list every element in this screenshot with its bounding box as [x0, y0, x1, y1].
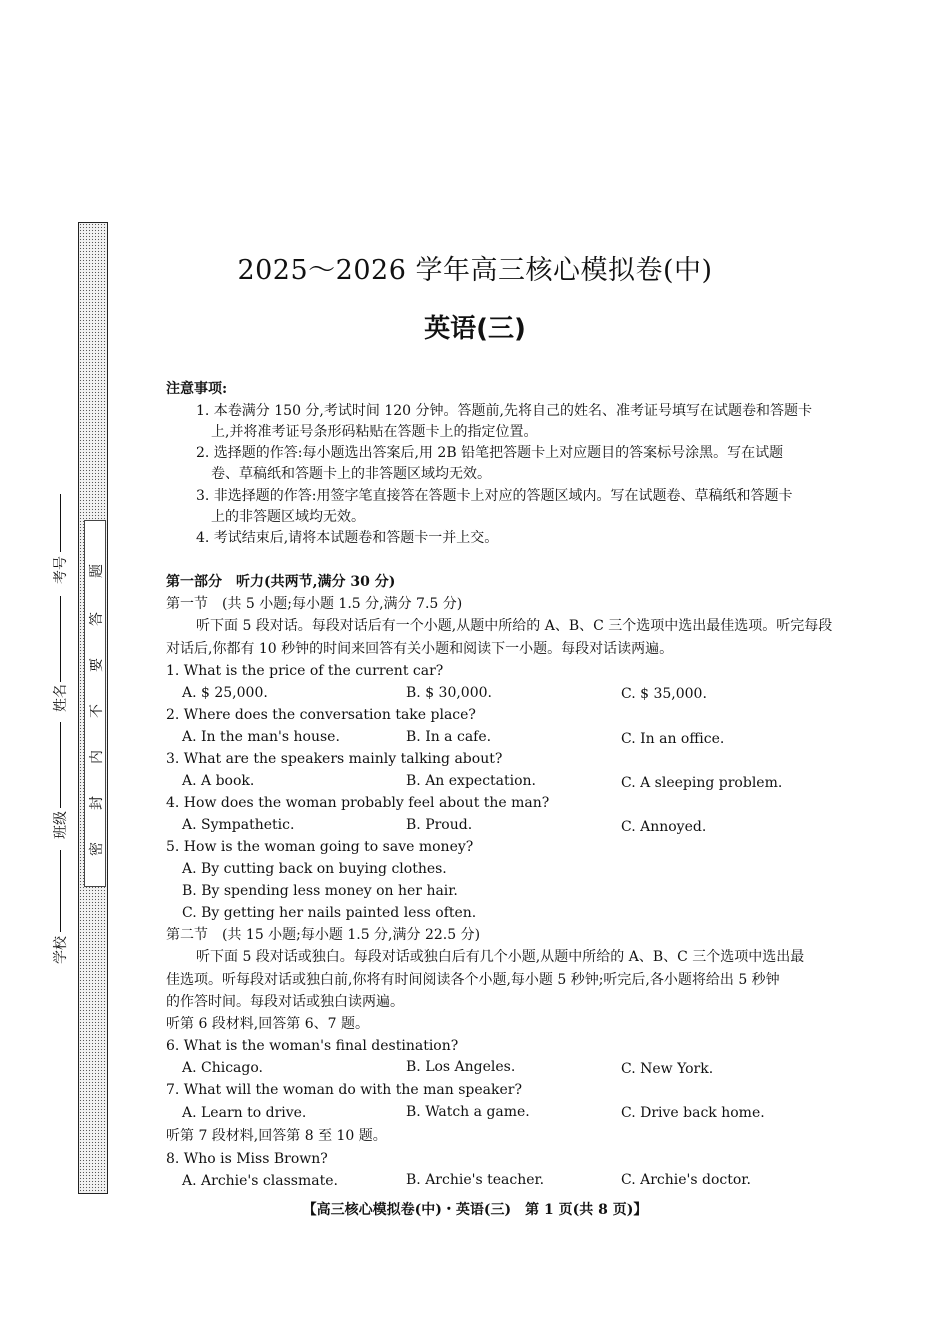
option-a: A. Sympathetic.	[182, 817, 295, 833]
seal-char: 封	[89, 796, 105, 810]
option-b: B. Los Angeles.	[406, 1059, 516, 1075]
material-note: 听第 6 段材料,回答第 6、7 题。	[166, 1016, 369, 1032]
option-c: C. Archie's doctor.	[621, 1172, 751, 1188]
option-c: C. By getting her nails painted less often.	[182, 905, 477, 921]
school-label: 学校	[53, 936, 69, 964]
notice-line: 上的非答题区域均无效。	[211, 509, 365, 525]
notice-line: 1. 本卷满分 150 分,考试时间 120 分钟。答题前,先将自己的姓名、准考证号填写在试题卷和答题卡	[196, 403, 812, 419]
option-a: A. Archie's classmate.	[182, 1173, 338, 1189]
option-b: B. In a cafe.	[406, 729, 492, 745]
seal-char: 密	[89, 842, 105, 856]
question-stem: 4. How does the woman probably feel about the man?	[166, 795, 550, 811]
seal-warning-box	[84, 520, 106, 887]
seal-char: 答	[89, 612, 105, 626]
question-stem: 6. What is the woman's final destination?	[166, 1038, 459, 1054]
section1-intro: 听下面 5 段对话。每段对话后有一个小题,从题中所给的 A、B、C 三个选项中选出最佳选项。听完每段	[196, 618, 833, 634]
option-b: B. Watch a game.	[406, 1104, 530, 1120]
option-c: C. New York.	[621, 1061, 714, 1077]
option-c: C. $ 35,000.	[621, 686, 707, 702]
section1-heading: 第一节 (共 5 小题;每小题 1.5 分,满分 7.5 分)	[166, 596, 463, 612]
class-blank[interactable]	[60, 722, 61, 808]
option-b: B. An expectation.	[406, 773, 537, 789]
part1-heading: 第一部分 听力(共两节,满分 30 分)	[166, 574, 396, 590]
section1-intro: 对话后,你都有 10 秒钟的时间来回答有关小题和阅读下一小题。每段对话读两遍。	[166, 641, 674, 657]
exam-title: 2025～2026 学年高三核心模拟卷(中)	[237, 255, 713, 286]
question-stem: 1. What is the price of the current car?	[166, 663, 444, 679]
notice-heading: 注意事项:	[166, 381, 228, 397]
option-a: A. By cutting back on buying clothes.	[182, 861, 447, 877]
question-stem: 2. Where does the conversation take place?	[166, 707, 476, 723]
seal-char: 要	[89, 658, 105, 672]
section2-intro: 的作答时间。每段对话或独白读两遍。	[166, 994, 404, 1010]
school-blank[interactable]	[60, 850, 61, 932]
exam-no-label: 考号	[53, 556, 69, 584]
name-blank[interactable]	[60, 596, 61, 682]
section2-intro: 听下面 5 段对话或独白。每段对话或独白后有几个小题,从题中所给的 A、B、C 三个选项中选出最	[196, 949, 805, 965]
page-footer: 【高三核心模拟卷(中)・英语(三) 第 1 页(共 8 页)】	[302, 1202, 648, 1218]
notice-line: 2. 选择题的作答:每小题选出答案后,用 2B 铅笔把答题卡上对应题目的答案标号涂黑。写在试题	[196, 445, 784, 461]
option-a: A. $ 25,000.	[182, 685, 268, 701]
option-b: B. By spending less money on her hair.	[182, 883, 458, 899]
option-a: A. A book.	[182, 773, 255, 789]
material-note: 听第 7 段材料,回答第 8 至 10 题。	[166, 1128, 387, 1144]
seal-char: 不	[89, 704, 105, 718]
question-stem: 3. What are the speakers mainly talking about?	[166, 751, 503, 767]
question-stem: 7. What will the woman do with the man speaker?	[166, 1082, 522, 1098]
option-a: A. Learn to drive.	[182, 1105, 307, 1121]
section2-heading: 第二节 (共 15 小题;每小题 1.5 分,满分 22.5 分)	[166, 927, 481, 943]
option-b: B. Proud.	[406, 817, 473, 833]
question-stem: 8. Who is Miss Brown?	[166, 1151, 328, 1167]
option-a: A. In the man's house.	[182, 729, 340, 745]
notice-line: 4. 考试结束后,请将本试题卷和答题卡一并上交。	[196, 530, 499, 546]
option-b: B. Archie's teacher.	[406, 1172, 545, 1188]
class-label: 班级	[53, 811, 69, 839]
option-a: A. Chicago.	[182, 1060, 263, 1076]
name-label: 姓名	[53, 684, 69, 712]
notice-line: 3. 非选择题的作答:用签字笔直接答在答题卡上对应的答题区域内。写在试题卷、草稿纸和答题卡	[196, 488, 793, 504]
notice-line: 上,并将准考证号条形码粘贴在答题卡上的指定位置。	[211, 424, 538, 440]
seal-char: 题	[89, 564, 105, 578]
notice-line: 卷、草稿纸和答题卡上的非答题区域均无效。	[211, 466, 491, 482]
option-c: C. In an office.	[621, 731, 725, 747]
option-c: C. A sleeping problem.	[621, 775, 783, 791]
option-c: C. Annoyed.	[621, 819, 707, 835]
seal-char: 内	[89, 750, 105, 764]
option-c: C. Drive back home.	[621, 1105, 765, 1121]
option-b: B. $ 30,000.	[406, 685, 492, 701]
section2-intro: 佳选项。听每段对话或独白前,你将有时间阅读各个小题,每小题 5 秒钟;听完后,各小题将给出 5 秒钟	[166, 972, 780, 988]
exam-subtitle: 英语(三)	[424, 314, 526, 344]
exam-no-blank[interactable]	[60, 494, 61, 552]
question-stem: 5. How is the woman going to save money?	[166, 839, 474, 855]
